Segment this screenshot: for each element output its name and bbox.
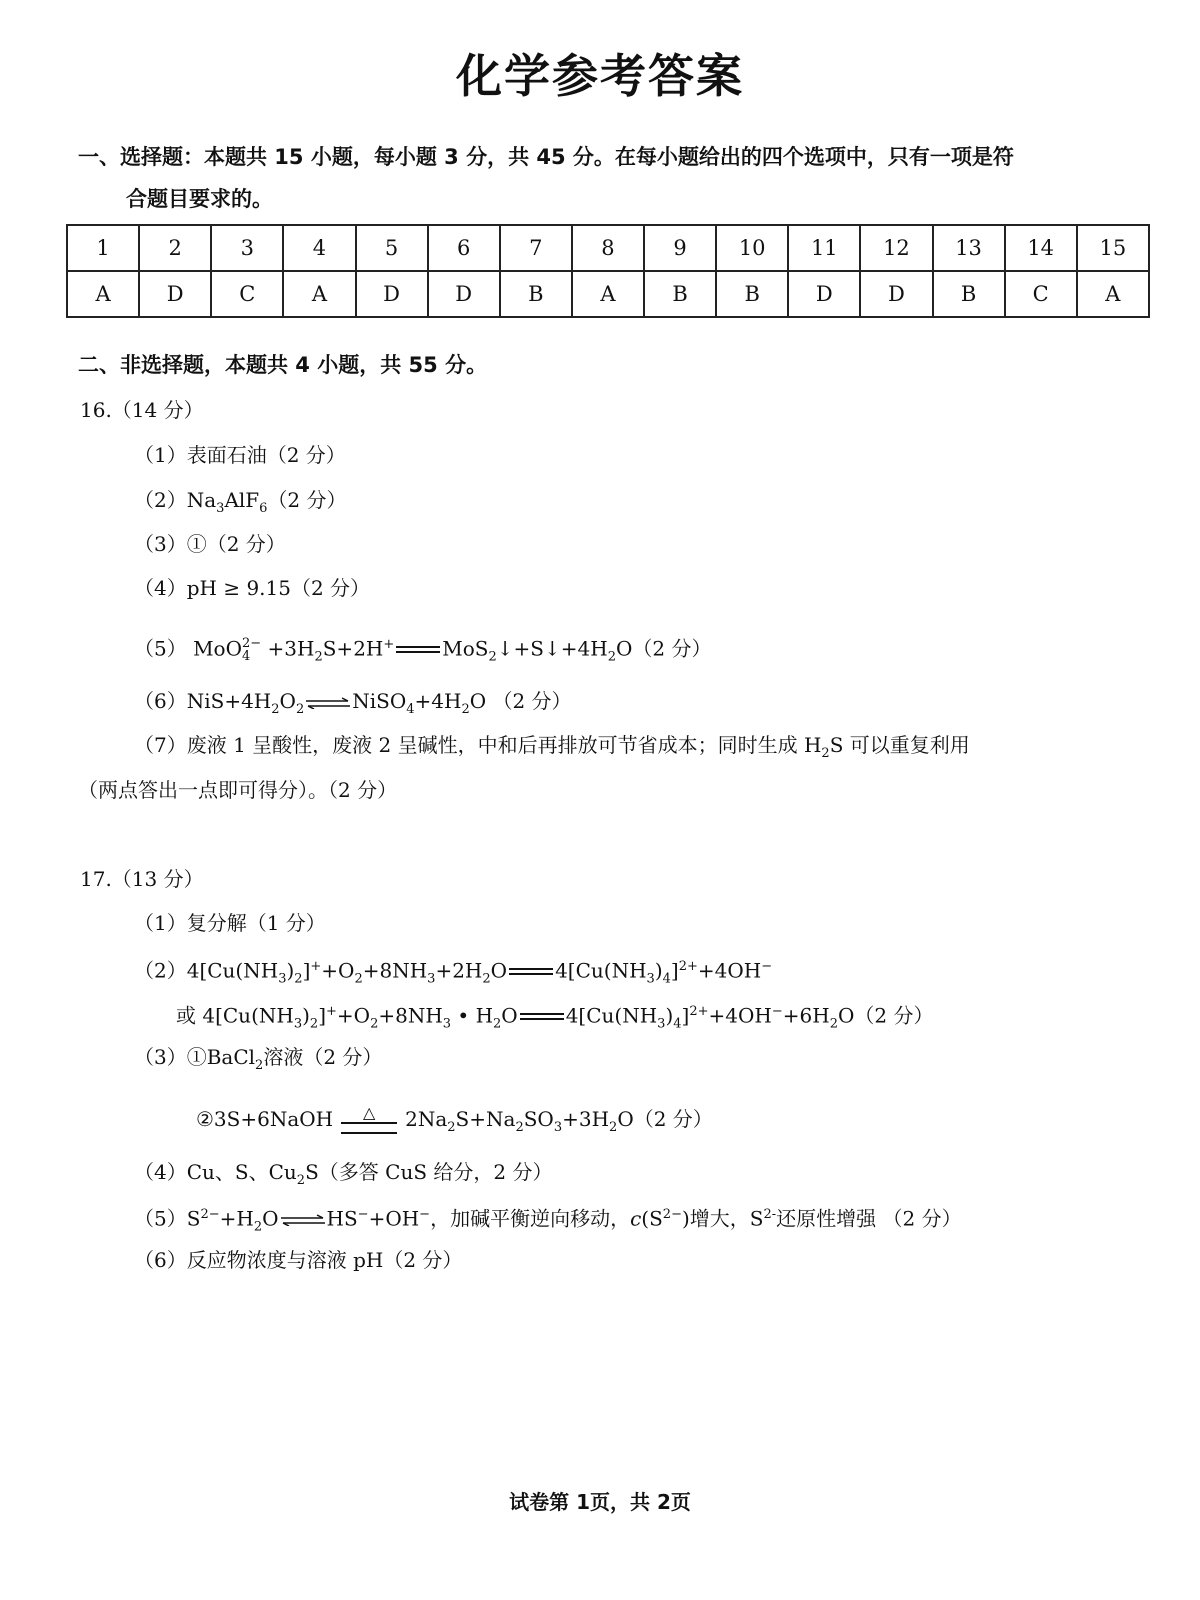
question-number: 8 <box>572 225 644 271</box>
answer-cell: A <box>283 271 355 317</box>
section1-heading-line2: 合题目要求的。 <box>126 187 273 211</box>
answer-cell: A <box>1077 271 1149 317</box>
equals-sign-icon <box>509 967 553 977</box>
page-footer: 试卷第 1页，共 2页 <box>509 1490 691 1514</box>
equals-sign-icon <box>396 645 440 655</box>
question-number: 2 <box>139 225 211 271</box>
answer-cell: B <box>644 271 716 317</box>
q17-answer-4: （4）Cu、S、$Cu_2S$（多答 CuS 给分，2 分） <box>134 1160 553 1188</box>
question-number: 14 <box>1005 225 1077 271</box>
q17-answer-1: （1）复分解（1 分） <box>134 911 326 935</box>
section1-heading-line1: 一、选择题：本题共 15 小题，每小题 3 分，共 45 分。在每小题给出的四个选项中，只有一项是符 <box>78 145 1014 169</box>
q17-answer-2-line2: 或 $4[Cu(NH_3)_2]^++O_2+8NH_3$ • $H_2O$ $4[Cu(NH_3)_4]^{2+}+4OH^-+6H_2O(2$ 分） <box>176 1003 934 1032</box>
answer-cell: B <box>933 271 1005 317</box>
question-number: 3 <box>211 225 283 271</box>
answer-cell: B <box>716 271 788 317</box>
answer-cell: B <box>500 271 572 317</box>
answer-table <box>66 224 1150 318</box>
answer-cell: A <box>67 271 139 317</box>
answer-table-number-row <box>67 225 1149 271</box>
q16-answer-1: （1）表面石油（2 分） <box>134 443 346 467</box>
q16-answer-2: $(2)Na_3AlF_6(2$ 分） <box>134 488 347 516</box>
reversible-arrow-icon <box>306 697 350 709</box>
section2-heading: 二、非选择题，本题共 4 小题，共 55 分。 <box>78 353 488 377</box>
question-number: 9 <box>644 225 716 271</box>
answer-cell: D <box>788 271 860 317</box>
question-number: 10 <box>716 225 788 271</box>
answer-cell: C <box>211 271 283 317</box>
q16-answer-7-line2: （两点答出一点即可得分）。（2 分） <box>78 778 398 802</box>
q17-answer-3-line2: ②3S+6NaOH △ $2Na_2S+Na_2SO_3+3H_2O(2$ 分） <box>196 1102 713 1135</box>
question-number: 15 <box>1077 225 1149 271</box>
q16-answer-7-line1: （7）废液 1 呈酸性，废液 2 呈碱性，中和后再排放可节省成本；同时生成 $H_2S$ 可以重复利用 <box>134 733 970 761</box>
q17-header: 17.（13 分） <box>80 867 204 891</box>
page-title: 化学参考答案 <box>456 49 744 103</box>
answer-cell: D <box>860 271 932 317</box>
q16-answer-6: $(6)NiS+4H_2O_2$ $NiSO_4+4H_2O$ （2 分） <box>134 689 572 717</box>
q17-answer-6: （6）反应物浓度与溶液 pH（2 分） <box>134 1248 463 1272</box>
question-number: 13 <box>933 225 1005 271</box>
answer-cell: D <box>356 271 428 317</box>
question-number: 6 <box>428 225 500 271</box>
q17-answer-5: $(5)S^{2-}+H_2O$ HS−+OH−，加碱平衡逆向移动，$c(S^{2-})$增大，$S^{2-}$还原性增强 （2 分） <box>134 1206 962 1235</box>
question-number: 5 <box>356 225 428 271</box>
equals-sign-icon <box>520 1012 564 1022</box>
question-number: 11 <box>788 225 860 271</box>
question-number: 1 <box>67 225 139 271</box>
q16-header: 16.（14 分） <box>80 398 204 422</box>
q16-answer-3: （3）①（2 分） <box>134 532 286 556</box>
q17-answer-2-line1: $(2)4[Cu(NH_3)_2]^++O_2+8NH_3+2H_2O$ $4[Cu(NH_3)_4]^{2+}+4OH^-$ <box>134 958 773 987</box>
q16-answer-5: （5） MoO 2− 4 $+3H_2S+2H^+$ $MoS_2↓+S↓+4H_2O(2$ 分） <box>134 636 712 665</box>
heating-equals-icon: △ <box>341 1106 397 1136</box>
answer-cell: C <box>1005 271 1077 317</box>
reversible-arrow-icon <box>281 1214 325 1226</box>
question-number: 4 <box>283 225 355 271</box>
answer-cell: D <box>428 271 500 317</box>
question-number: 12 <box>860 225 932 271</box>
answer-table-answer-row <box>67 271 1149 317</box>
q17-answer-3-line1: （3）①BaCl$_2$溶液（2 分） <box>134 1045 383 1073</box>
question-number: 7 <box>500 225 572 271</box>
answer-cell: D <box>139 271 211 317</box>
section1-heading <box>78 136 1138 220</box>
q16-answer-4: （4）pH ≥ 9.15（2 分） <box>134 576 371 600</box>
answer-cell: A <box>572 271 644 317</box>
